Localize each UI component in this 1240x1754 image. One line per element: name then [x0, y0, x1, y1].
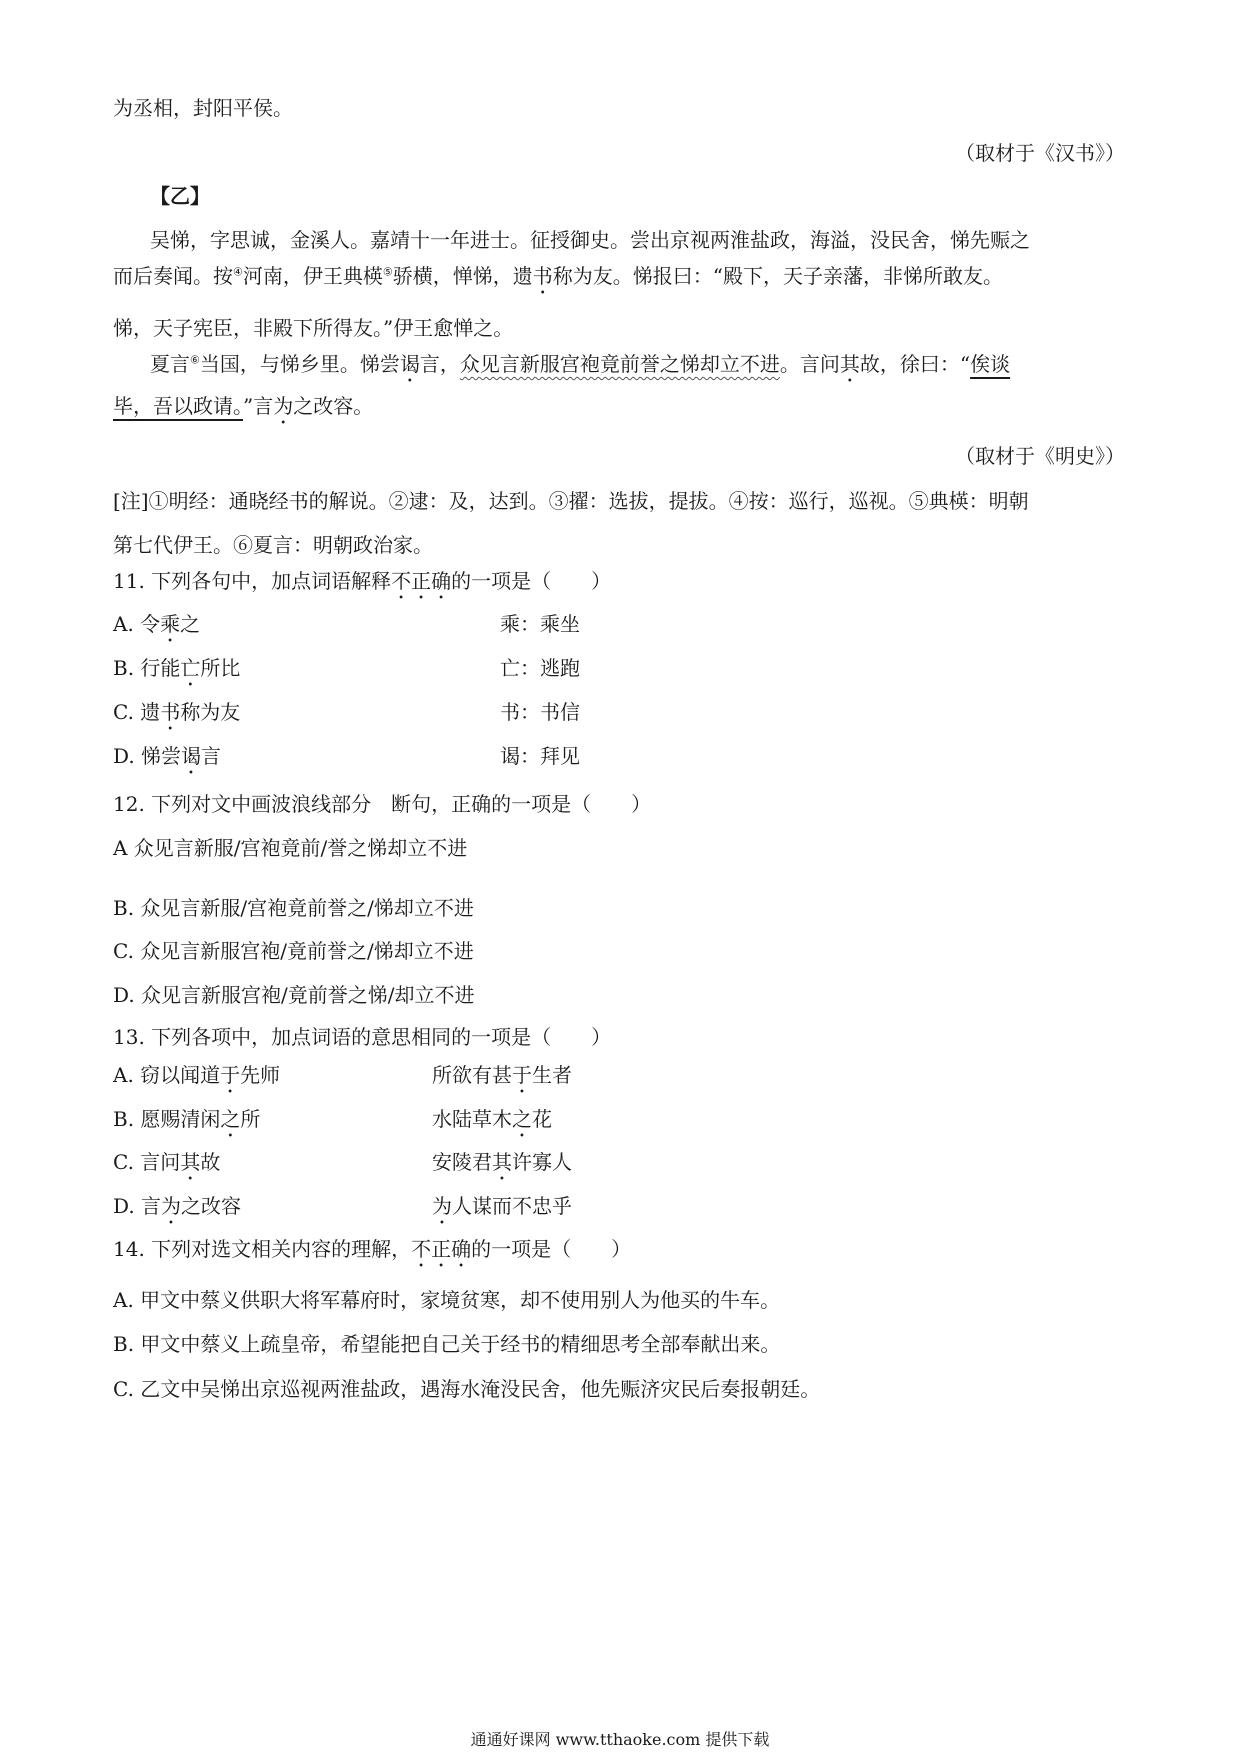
q12-option-b: B. 众见言新服/宫袍竟前誉之/悌却立不进 — [113, 896, 474, 920]
q13-option-b-compare: 水陆草木之花 — [432, 1107, 552, 1131]
underlined-sentence: 毕，吾以政请。 — [113, 394, 243, 418]
dotted-word: 其 — [839, 352, 860, 376]
source-citation: （取材于《汉书》） — [955, 141, 1125, 165]
dotted-word: 为 — [273, 394, 294, 418]
passage-line: 为丞相，封阳平侯。 — [113, 96, 293, 120]
page-footer: 通通好课网 www.tthaoke.com 提供下载 — [470, 1730, 770, 1749]
q11-option-c: C. 遗书称为友 — [113, 700, 241, 724]
q13-option-c: C. 言问其故 — [113, 1150, 221, 1174]
q12-option-c: C. 众见言新服宫袍/竟前誉之/悌却立不进 — [113, 939, 474, 963]
q13-option-d: D. 言为之改容 — [113, 1194, 242, 1218]
q14-option-c: C. 乙文中吴悌出京巡视两淮盐政，遇海水淹没民舍，他先赈济灾民后奏报朝廷。 — [113, 1377, 821, 1401]
q12-option-d: D. 众见言新服宫袍/竟前誉之悌/却立不进 — [113, 983, 475, 1007]
q12-option-a: A 众见言新服/宫袍竟前/誉之悌却立不进 — [113, 836, 468, 860]
source-citation: （取材于《明史》） — [955, 444, 1125, 468]
q11-option-b-meaning: 亡：逃跑 — [500, 656, 580, 680]
q11-option-b: B. 行能亡所比 — [113, 656, 241, 680]
q11-option-c-meaning: 书：书信 — [500, 700, 580, 724]
passage-line: 而后奏闻。按④河南，伊王典楧⑤骄横，惮悌，遗书称为友。悌报曰：“殿下，天子亲藩，非悌所敢友。 — [113, 264, 1003, 288]
q11-option-d-meaning: 谒：拜见 — [500, 744, 580, 768]
q13-option-a-compare: 所欲有甚于生者 — [432, 1063, 572, 1087]
passage-line: 吴悌，字思诚，金溪人。嘉靖十一年进士。征授御史。尝出京视两淮盐政，海溢，没民舍，悌先赈之 — [150, 228, 1030, 252]
passage-line: 悌，天子宪臣，非殿下所得友。”伊王愈惮之。 — [113, 316, 514, 340]
section-heading: 【乙】 — [150, 184, 210, 208]
q11-option-d: D. 悌尝谒言 — [113, 744, 222, 768]
question-12-stem: 12. 下列对文中画波浪线部分 断句，正确的一项是（ ） — [113, 792, 652, 816]
footnote: 第七代伊王。⑥夏言：明朝政治家。 — [113, 533, 433, 557]
passage-line: 毕，吾以政请。”言为之改容。 — [113, 394, 374, 418]
wavy-underlined-sentence: 众见言新服宫袍竟前誉之悌却立不进 — [459, 352, 780, 376]
q11-option-a-meaning: 乘：乘坐 — [500, 612, 580, 636]
passage-line: 夏言⑥当国，与悌乡里。悌尝谒言，众见言新服宫袍竟前誉之悌却立不进。言问其故，徐曰：“俟谈 — [150, 352, 1011, 376]
question-13-stem: 13. 下列各项中，加点词语的意思相同的一项是（ ） — [113, 1025, 612, 1049]
question-11-stem: 11. 下列各句中，加点词语解释不正确的一项是（ ） — [113, 569, 612, 593]
q11-option-a: A. 令乘之 — [113, 612, 201, 636]
footnote: [注]①明经：通晓经书的解说。②逮：及，达到。③擢：选拔，提拔。④按：巡行，巡视。⑤典楧：明朝 — [113, 489, 1029, 513]
q14-option-b: B. 甲文中蔡义上疏皇帝，希望能把自己关于经书的精细思考全部奉献出来。 — [113, 1332, 781, 1356]
q13-option-b: B. 愿赐清闲之所 — [113, 1107, 261, 1131]
q14-option-a: A. 甲文中蔡义供职大将军幕府时，家境贫寒，却不使用别人为他买的牛车。 — [113, 1288, 781, 1312]
q13-option-a: A. 窃以闻道于先师 — [113, 1063, 281, 1087]
q13-option-c-compare: 安陵君其许寡人 — [432, 1150, 572, 1174]
q13-option-d-compare: 为人谋而不忠乎 — [432, 1194, 572, 1218]
dotted-word: 书 — [532, 264, 553, 288]
underlined-sentence: 俟谈 — [970, 352, 1011, 376]
question-14-stem: 14. 下列对选文相关内容的理解，不正确的一项是（ ） — [113, 1237, 632, 1261]
dotted-word: 谒 — [399, 352, 420, 376]
